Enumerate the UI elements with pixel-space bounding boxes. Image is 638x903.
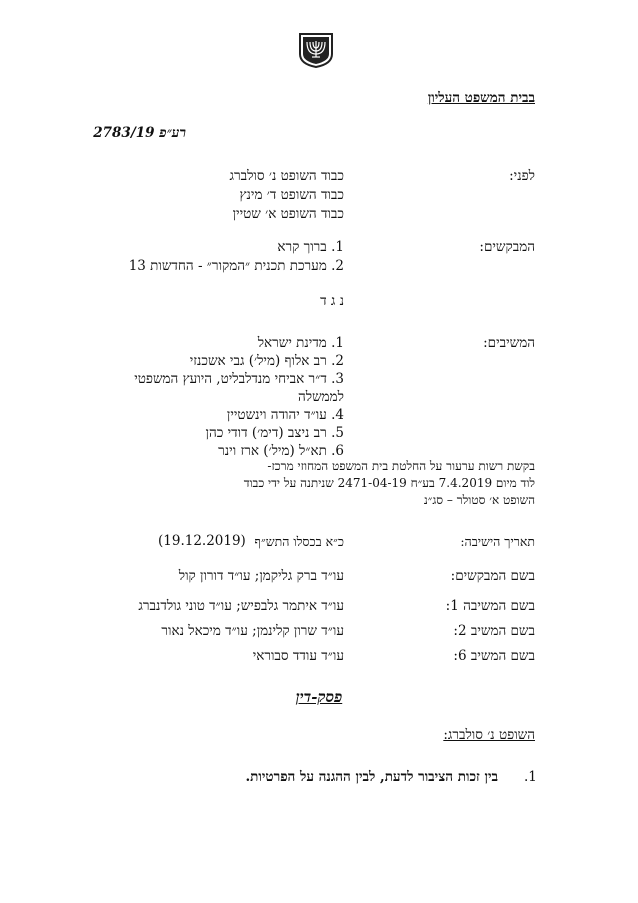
appellant-item: 2. מערכת תכנית ״המקור״ - החדשות 13 [128,258,344,274]
counsel-label: בשם המבקשים: [450,568,535,584]
respondents-label: המשיבים: [483,335,535,351]
respondent-item: 5. רב ניצב (דימ׳) דודי כהן [205,425,344,441]
judge-name: כבוד השופט א׳ שטיין [232,206,344,222]
counsel-value: עו״ד עודד סבוראי [252,648,344,664]
respondent-item: 1. מדינת ישראל [257,335,344,351]
state-emblem-icon [297,32,335,68]
respondent-item: 2. רב אלוף (מיל׳) גבי אשכנזי [189,353,344,369]
counsel-label: בשם המשיב 6: [453,648,535,664]
counsel-label: בשם המשיבה 1: [445,598,535,614]
court-title: בבית המשפט העליון [427,90,535,106]
counsel-value: עו״ד איתמר גלבפיש; עו״ד טוני גולדנברג [138,598,344,614]
hearing-label: תאריך הישיבה: [460,534,535,549]
case-number: רע״פ 2783/19 [93,125,186,141]
request-line: בקשת רשות ערעור על החלטת בית המשפט המחוזי מרכז- [267,459,535,473]
counsel-value: עו״ד שרון קלינמן; עו״ד מיכאל נאור [161,623,344,639]
judgment-title: פסק-דין [295,688,343,706]
respondent-item: 6. תא״ל (מיל׳) ארז וינר [218,443,344,459]
paragraph-number: .1 [524,769,537,785]
counsel-label: בשם המשיב 2: [453,623,535,639]
respondent-item: 3. ד״ר אביחי מנדלבליט, היועץ המשפטי [134,371,344,387]
versus-label: נ ג ד [320,293,344,309]
paragraph-text: בין זכות הציבור לדעת, לבין ההגנה על הפרטיות. [245,769,498,785]
request-line: לוד מיום 7.4.2019 בע״ח 2471-04-19 שניתנה על ידי כבוד [243,476,535,490]
counsel-value: עו״ד ברק גליקמן; עו״ד דורון קול [178,568,344,584]
request-line: השופט א׳ סטולר – סג״נ [423,493,535,507]
appellant-item: 1. ברוך קרא [277,239,344,255]
judge-name: כבוד השופט ד׳ מינץ [239,187,344,203]
respondent-item: לממשלה [298,389,344,405]
hearing-hebrew-date: כ״א בכסלו התש״ף [254,534,344,549]
respondent-item: 4. עו״ד יהודה וינשטיין [226,407,344,423]
judges-label: לפני: [509,168,535,184]
appellants-label: המבקשים: [479,239,535,255]
hearing-date: (19.12.2019) [158,533,246,549]
judge-name: כבוד השופט נ׳ סולברג [229,168,344,184]
judge-heading: השופט נ׳ סולברג: [443,727,535,743]
